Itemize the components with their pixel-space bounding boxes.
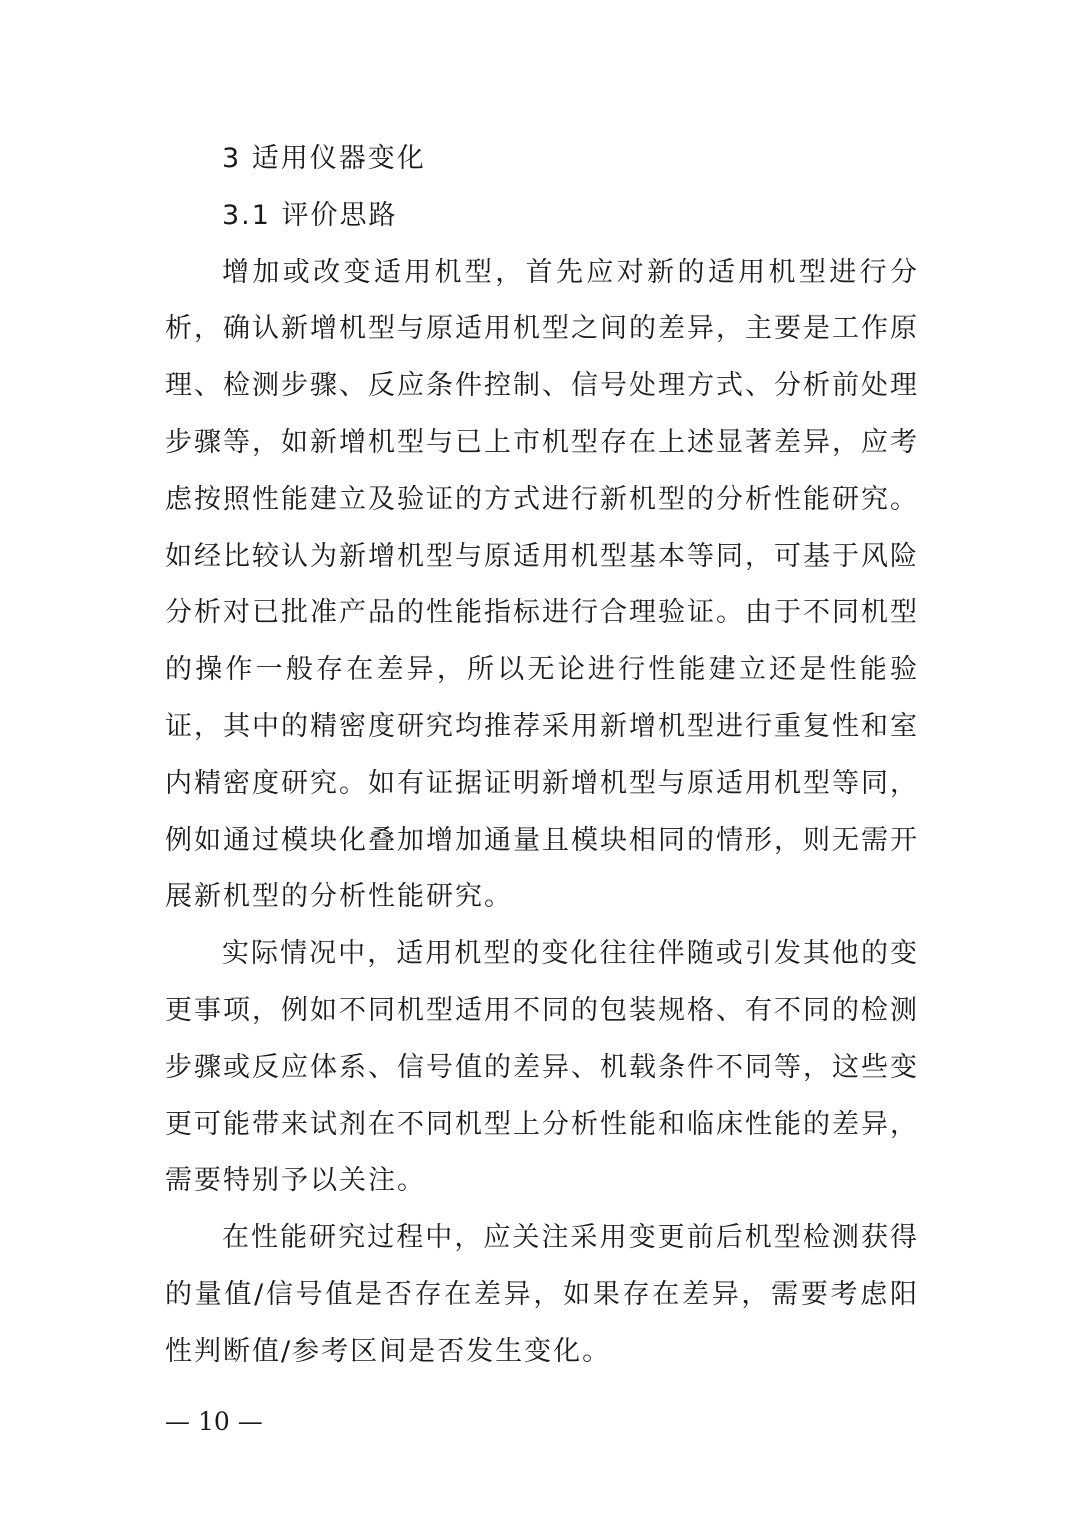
paragraph-line: 如经比较认为新增机型与原适用机型基本等同，可基于风险 (165, 540, 917, 572)
paragraph-line: 实际情况中，适用机型的变化往往伴随或引发其他的变 (222, 938, 917, 970)
paragraph-line: 展新机型的分析性能研究。 (165, 881, 513, 913)
paragraph-line: 增加或改变适用机型，首先应对新的适用机型进行分 (222, 256, 917, 288)
paragraph-line: 需要特别予以关注。 (165, 1165, 426, 1197)
paragraph-line: 例如通过模块化叠加增加通量且模块相同的情形，则无需开 (165, 824, 917, 856)
subsection-heading: 3.1 评价思路 (222, 199, 398, 231)
paragraph-line: 虑按照性能建立及验证的方式进行新机型的分析性能研究。 (165, 483, 917, 515)
paragraph-line: 步骤等，如新增机型与已上市机型存在上述显著差异，应考 (165, 426, 917, 458)
paragraph-3 (165, 1210, 917, 1380)
paragraph-line: 在性能研究过程中，应关注采用变更前后机型检测获得 (222, 1222, 917, 1254)
section-heading: 3 适用仪器变化 (222, 143, 426, 174)
paragraph-line: 步骤或反应体系、信号值的差异、机载条件不同等，这些变 (165, 1051, 917, 1083)
paragraph-line: 理、检测步骤、反应条件控制、信号处理方式、分析前处理 (165, 370, 917, 402)
paragraph-2 (165, 926, 917, 1210)
paragraph-line: 性判断值/参考区间是否发生变化。 (165, 1335, 612, 1367)
paragraph-line: 更可能带来试剂在不同机型上分析性能和临床性能的差异， (165, 1108, 917, 1140)
paragraph-line: 更事项，例如不同机型适用不同的包装规格、有不同的检测 (165, 994, 917, 1026)
page-number: — 10 — (165, 1407, 263, 1436)
paragraph-line: 证，其中的精密度研究均推荐采用新增机型进行重复性和室 (165, 710, 917, 742)
paragraph-line: 析，确认新增机型与原适用机型之间的差异，主要是工作原 (165, 313, 917, 345)
paragraph-1 (165, 245, 917, 927)
paragraph-line: 的操作一般存在差异，所以无论进行性能建立还是性能验 (165, 654, 917, 686)
paragraph-line: 内精密度研究。如有证据证明新增机型与原适用机型等同， (165, 767, 917, 799)
document-body (165, 131, 917, 1381)
paragraph-line: 的量值/信号值是否存在差异，如果存在差异，需要考虑阳 (165, 1278, 917, 1310)
paragraph-line: 分析对已批准产品的性能指标进行合理验证。由于不同机型 (165, 597, 917, 629)
